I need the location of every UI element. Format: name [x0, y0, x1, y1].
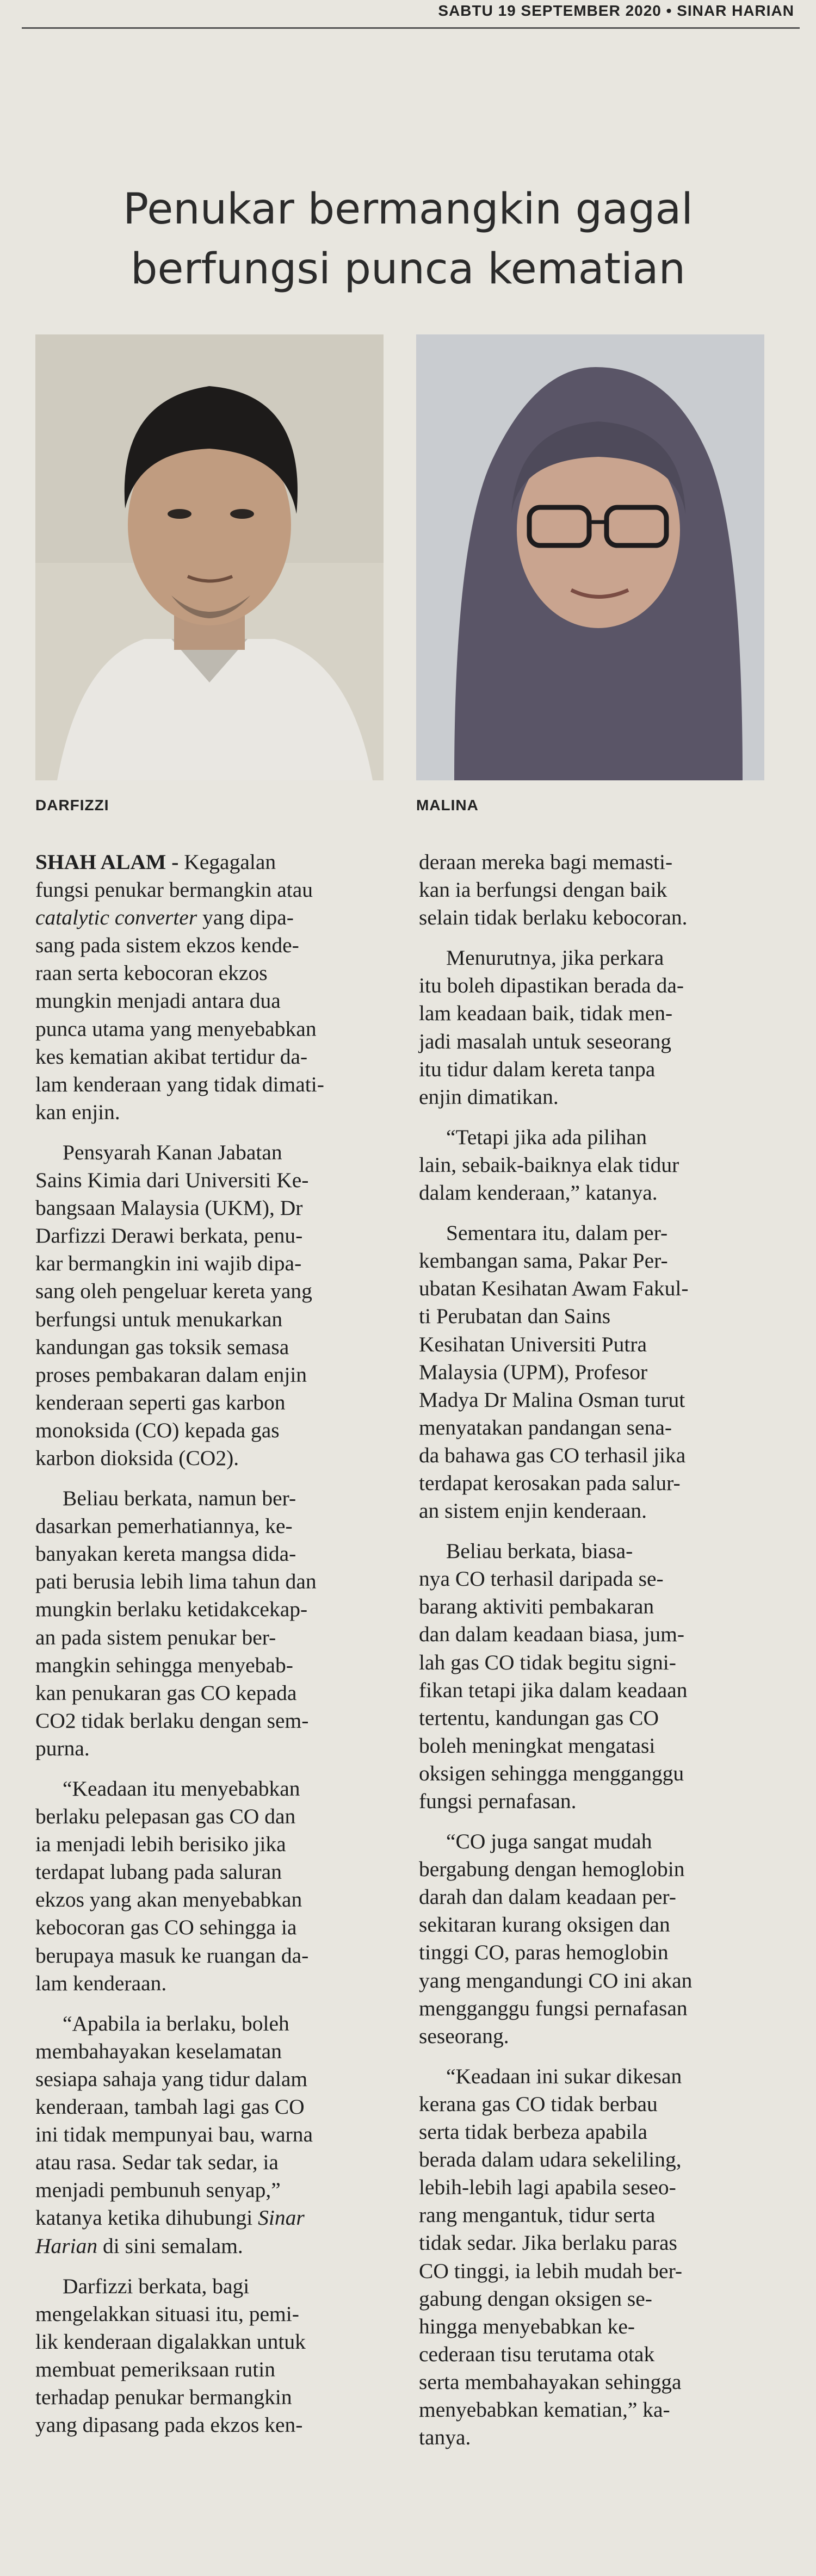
article-text: serta tidak berbeza apabila [419, 2120, 647, 2144]
article-text: yang dipasang pada ekzos ken- [35, 2413, 303, 2437]
article-text: kebocoran gas CO sehingga ia [35, 1915, 297, 1940]
article-text: membuat pemeriksaan rutin [35, 2357, 275, 2381]
article-text: punca utama yang menyebabkan [35, 1016, 317, 1041]
article-text: darah dan dalam keadaan per- [419, 1885, 676, 1909]
article-text: atau rasa. Sedar tak sedar, ia [35, 2150, 279, 2175]
article-text: berada dalam udara sekeliling, [419, 2147, 682, 2172]
article-text: mengelakkan situasi itu, pemi- [35, 2301, 299, 2326]
article-text: serta membahayakan sehingga [419, 2369, 682, 2394]
caption-darfizzi: DARFIZZI [35, 797, 109, 814]
portrait-woman-icon [416, 334, 764, 780]
article-text: ia menjadi lebih berisiko jika [35, 1832, 286, 1857]
article-text: bergabung dengan hemoglobin [419, 1857, 685, 1882]
article-text: lam kenderaan yang tidak dimati- [35, 1072, 324, 1096]
article-text: kan penukaran gas CO kepada [35, 1680, 297, 1705]
article-text: CO2 tidak berlaku dengan sem- [35, 1708, 309, 1733]
article-text: barang aktiviti pembakaran [419, 1594, 654, 1619]
article-text: kan ia berfungsi dengan baik [419, 878, 667, 902]
article-text: gabung dengan oksigen se- [419, 2286, 652, 2311]
article-text: monoksida (CO) kepada gas [35, 1418, 280, 1442]
article-text: ti Perubatan dan Sains [419, 1304, 611, 1329]
article-text: mungkin berlaku ketidakcekap- [35, 1597, 308, 1622]
article-text: membahayakan keselamatan [35, 2039, 282, 2063]
article-text: “Keadaan itu menyebabkan [63, 1777, 300, 1801]
article-text: “CO juga sangat mudah [446, 1829, 652, 1854]
article-text: ubatan Kesihatan Awam Fakul- [419, 1276, 689, 1301]
article-text: “Apabila ia berlaku, boleh [63, 2011, 289, 2035]
article-text: an sistem enjin kenderaan. [419, 1499, 647, 1523]
article-text: Harian [35, 2233, 98, 2258]
article-text: mengganggu fungsi pernafasan [419, 1996, 688, 2020]
article-text: kandungan gas toksik semasa [35, 1334, 289, 1359]
article-text: Madya Dr Malina Osman turut [419, 1387, 685, 1412]
article-text: berlaku pelepasan gas CO dan [35, 1804, 296, 1829]
masthead-date-source: SABTU 19 SEPTEMBER 2020 • SINAR HARIAN [438, 2, 794, 19]
article-text: sesiapa sahaja yang tidur dalam [35, 2066, 308, 2091]
article-text: tinggi CO, paras hemoglobin [419, 1940, 669, 1965]
article-text: Darfizzi Derawi berkata, penu- [35, 1224, 303, 1248]
portrait-man-icon [35, 334, 384, 780]
article-text: selain tidak berlaku kebocoran. [419, 905, 688, 930]
article-text: banyakan kereta mangsa dida- [35, 1542, 296, 1566]
article-text: proses pembakaran dalam enjin [35, 1362, 307, 1387]
photo-malina [416, 334, 764, 780]
article-text: Menurutnya, jika perkara [446, 946, 664, 970]
article-text: berupaya masuk ke ruangan da- [35, 1943, 309, 1967]
article-text: dasarkan pemerhatiannya, ke- [35, 1514, 293, 1538]
article-text: enjin dimatikan. [419, 1084, 559, 1109]
article-text: fungsi penukar bermangkin atau [35, 878, 313, 902]
article-text: an pada sistem penukar ber- [35, 1625, 276, 1649]
article-text: Beliau berkata, namun ber- [63, 1486, 296, 1511]
article-text: menyatakan pandangan sena- [419, 1415, 672, 1439]
article-text: Sains Kimia dari Universiti Ke- [35, 1168, 309, 1193]
masthead [33, 2, 794, 35]
article-text: hingga menyebabkan ke- [419, 2314, 635, 2338]
article-text: tidak sedar. Jika berlaku paras [419, 2231, 677, 2255]
article-text: ini tidak mempunyai bau, warna [35, 2122, 313, 2147]
article-text: kan enjin. [35, 1100, 120, 1124]
article-text: dalam kenderaan,” katanya. [419, 1181, 658, 1205]
article-text: Darfizzi berkata, bagi [63, 2274, 250, 2298]
article-text: Sementara itu, dalam per- [446, 1221, 668, 1245]
article-text: lain, sebaik-baiknya elak tidur [419, 1152, 679, 1177]
article-text: Sinar [258, 2206, 305, 2230]
article-text: sekitaran kurang oksigen dan [419, 1913, 670, 1937]
masthead-rule [22, 27, 800, 29]
article-column-left [35, 848, 375, 2439]
article-text: Beliau berkata, biasa- [446, 1539, 633, 1563]
article-text: yang mengandungi CO ini akan [419, 1968, 693, 1992]
article-text: terhadap penukar bermangkin [35, 2385, 292, 2409]
article-text: jadi masalah untuk seseorang [419, 1029, 671, 1053]
article-text: sang oleh pengeluar kereta yang [35, 1279, 312, 1303]
article-text: boleh meningkat mengatasi [419, 1733, 656, 1758]
article-text: cederaan tisu terutama otak [419, 2342, 655, 2366]
article-text: di sini semalam. [103, 2233, 243, 2258]
article-text: raan serta kebocoran ekzos [35, 961, 268, 985]
article-text: terdapat lubang pada saluran [35, 1860, 282, 1884]
article-text: Malaysia (UPM), Profesor [419, 1360, 648, 1384]
article-column-right [419, 848, 759, 2451]
article-dateline: SHAH ALAM - [35, 850, 179, 874]
article-text: tanya. [419, 2425, 471, 2450]
article-text: kes kematian akibat tertidur da- [35, 1044, 308, 1069]
headline-line-2: berfungsi punca kematian [130, 245, 686, 294]
article-text: tertentu, kandungan gas CO [419, 1705, 659, 1730]
article-text: catalytic converter [35, 905, 197, 930]
article-text: “Tetapi jika ada pilihan [446, 1125, 647, 1149]
article-text: nya CO terhasil daripada se- [419, 1567, 664, 1591]
article-text: sang pada sistem ekzos kende- [35, 933, 299, 958]
headline-line-1: Penukar bermangkin gagal [123, 185, 693, 234]
article-text: Kegagalan [184, 850, 276, 874]
article-text: mungkin menjadi antara dua [35, 989, 281, 1013]
article-text: kar bermangkin ini wajib dipa- [35, 1251, 302, 1276]
article-text: lik kenderaan digalakkan untuk [35, 2329, 306, 2354]
article-text: terdapat kerosakan pada salur- [419, 1470, 681, 1495]
article-text: karbon dioksida (CO2). [35, 1445, 239, 1470]
article-text: dan dalam keadaan biasa, jum- [419, 1622, 685, 1647]
article-text: itu tidur dalam kereta tanpa [419, 1057, 656, 1081]
article-text: Kesihatan Universiti Putra [419, 1332, 647, 1356]
caption-malina: MALINA [416, 797, 479, 814]
article-text: pati berusia lebih lima tahun dan [35, 1569, 317, 1594]
article-text: kembangan sama, Pakar Per- [419, 1249, 668, 1273]
article-text: berfungsi untuk menukarkan [35, 1307, 283, 1331]
article-text: kenderaan, tambah lagi gas CO [35, 2095, 305, 2119]
article-text: menyebabkan kematian,” ka- [419, 2397, 670, 2422]
article-text: deraan mereka bagi memasti- [419, 850, 673, 874]
article-text: katanya ketika dihubungi [35, 2206, 253, 2230]
article-text: lah gas CO tidak begitu signi- [419, 1650, 676, 1674]
article-text: menjadi pembunuh senyap,” [35, 2178, 281, 2202]
article-text: lebih-lebih lagi apabila seseo- [419, 2175, 676, 2200]
article-text: ekzos yang akan menyebabkan [35, 1888, 302, 1912]
article-text: kenderaan seperti gas karbon [35, 1390, 286, 1414]
article-text: fikan tetapi jika dalam keadaan [419, 1678, 688, 1702]
article-text: Pensyarah Kanan Jabatan [63, 1140, 282, 1164]
photo-darfizzi [35, 334, 384, 780]
article-text: bangsaan Malaysia (UKM), Dr [35, 1196, 303, 1220]
article-text: rang mengantuk, tidur serta [419, 2203, 656, 2227]
article-text: seseorang. [419, 2023, 509, 2048]
article-text: “Keadaan ini sukar dikesan [446, 2064, 682, 2088]
article-text: itu boleh dipastikan berada da- [419, 973, 684, 998]
article-text: purna. [35, 1736, 90, 1760]
article-text: kerana gas CO tidak berbau [419, 2091, 658, 2116]
article-text: lam kenderaan. [35, 1971, 167, 1995]
article-text: yang dipa- [202, 905, 294, 930]
headline [65, 179, 751, 299]
article-text: da bahawa gas CO terhasil jika [419, 1443, 686, 1467]
article-text: fungsi pernafasan. [419, 1789, 577, 1813]
article-text: mangkin sehingga menyebab- [35, 1653, 293, 1677]
article-text: CO tinggi, ia lebih mudah ber- [419, 2258, 683, 2283]
article-text: oksigen sehingga mengganggu [419, 1761, 684, 1785]
article-text: lam keadaan baik, tidak men- [419, 1001, 673, 1026]
